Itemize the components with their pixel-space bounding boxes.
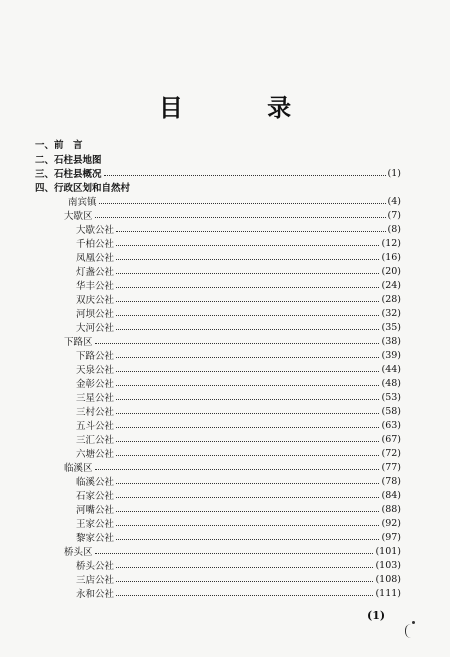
toc-entry	[76, 236, 401, 250]
toc-entry-label: 四、行政区划和自然村	[35, 183, 131, 194]
toc-entry-county-map	[35, 152, 155, 166]
toc-entry-label: 三村公社	[76, 407, 115, 418]
toc-entry-page: (32)	[381, 307, 401, 319]
toc-entry-page: (84)	[381, 489, 401, 501]
toc-entry	[76, 222, 401, 236]
toc-entry-label: 三店公社	[76, 575, 115, 586]
toc-entry-page: (7)	[387, 209, 401, 221]
dot-leader	[116, 231, 386, 232]
scan-mark	[405, 624, 418, 638]
toc-entry	[76, 558, 401, 572]
page-number: (1)	[367, 609, 386, 622]
dot-leader	[116, 245, 379, 246]
toc-entry-label: 双庆公社	[76, 295, 115, 306]
toc-entry-label: 千柏公社	[76, 239, 115, 250]
toc-entry	[76, 278, 401, 292]
toc-entry	[68, 194, 401, 208]
toc-entry-label: 大歇公社	[76, 225, 115, 236]
toc-entry	[76, 586, 401, 600]
dot-leader	[116, 315, 379, 316]
toc-entry-label: 三汇公社	[76, 435, 115, 446]
toc-entry	[76, 390, 401, 404]
toc-entry-page: (4)	[387, 195, 401, 207]
toc-entry-label: 六塘公社	[76, 449, 115, 460]
toc-entry-label: 二、石柱县地图	[35, 155, 102, 166]
toc-entry-label: 灯盏公社	[76, 267, 115, 278]
toc-entry-page: (38)	[381, 335, 401, 347]
toc-entry-label: 黎家公社	[76, 533, 115, 544]
toc-entry-page: (63)	[381, 419, 401, 431]
toc-entry-page: (58)	[381, 405, 401, 417]
toc-entry	[76, 530, 401, 544]
toc-entry-page: (1)	[387, 167, 401, 179]
toc-entry-page: (78)	[381, 475, 401, 487]
toc-entry	[76, 488, 401, 502]
toc-entry-page: (8)	[387, 223, 401, 235]
dot-leader	[95, 469, 380, 470]
toc-entry-page: (72)	[381, 447, 401, 459]
toc-entry	[76, 320, 401, 334]
toc-entry-label: 永和公社	[76, 589, 115, 600]
toc-entry-page: (20)	[381, 265, 401, 277]
dot-leader	[116, 497, 379, 498]
dot-leader	[116, 427, 379, 428]
toc-entry	[64, 544, 401, 558]
toc-entry-label: 华丰公社	[76, 281, 115, 292]
toc-entry-label: 临溪公社	[76, 477, 115, 488]
dot-leader	[116, 273, 379, 274]
toc-entry	[76, 264, 401, 278]
toc-entry	[76, 446, 401, 460]
toc-entry	[64, 460, 401, 474]
toc-entry-label: 石家公社	[76, 491, 115, 502]
toc-entry-page: (103)	[375, 559, 401, 571]
dot-leader	[116, 441, 379, 442]
dot-leader	[95, 343, 380, 344]
toc-entry	[76, 362, 401, 376]
page-title: 目 录	[158, 94, 330, 122]
toc-entry	[76, 376, 401, 390]
toc-entry-page: (28)	[381, 293, 401, 305]
toc-entry-page: (44)	[381, 363, 401, 375]
toc-entry	[76, 474, 401, 488]
dot-leader	[116, 371, 379, 372]
dot-leader	[116, 581, 373, 582]
dot-leader	[116, 483, 379, 484]
toc-entry-page: (24)	[381, 279, 401, 291]
toc-entry-page: (97)	[381, 531, 401, 543]
toc-entry-divisions	[35, 180, 235, 194]
toc-entry-label: 河坝公社	[76, 309, 115, 320]
dot-leader	[116, 399, 379, 400]
toc-entry-page: (101)	[375, 545, 401, 557]
dot-leader	[116, 567, 373, 568]
toc-entry	[76, 516, 401, 530]
toc-entry-preface	[35, 137, 95, 151]
toc-entry-label: 凤凰公社	[76, 253, 115, 264]
toc-entry-label: 下路区	[64, 337, 93, 348]
toc-entry-label: 金彰公社	[76, 379, 115, 390]
toc-entry-page: (35)	[381, 321, 401, 333]
dot-leader	[116, 525, 379, 526]
toc-entry-page: (92)	[381, 517, 401, 529]
toc-entry-page: (88)	[381, 503, 401, 515]
toc-entry-label: 桥头公社	[76, 561, 115, 572]
toc-entry-page: (16)	[381, 251, 401, 263]
dot-leader	[116, 357, 379, 358]
toc-entry-label: 桥头区	[64, 547, 93, 558]
toc-entry-label: 临溪区	[64, 463, 93, 474]
toc-entry-label: 河嘴公社	[76, 505, 115, 516]
dot-leader	[116, 455, 379, 456]
toc-entry-label: 南宾镇	[68, 197, 97, 208]
dot-leader	[116, 385, 379, 386]
toc-entry	[76, 432, 401, 446]
dot-leader	[116, 413, 379, 414]
toc-entry-page: (12)	[381, 237, 401, 249]
toc-entry-page: (48)	[381, 377, 401, 389]
toc-entry-label: 大河公社	[76, 323, 115, 334]
dot-leader	[116, 595, 373, 596]
dot-leader	[116, 511, 379, 512]
toc-entry-page: (67)	[381, 433, 401, 445]
dot-leader	[116, 301, 379, 302]
toc-entry	[64, 334, 401, 348]
toc-entry	[76, 306, 401, 320]
dot-leader	[95, 217, 386, 218]
toc-entry-label: 大歇区	[64, 211, 93, 222]
toc-entry-label: 下路公社	[76, 351, 115, 362]
dot-leader	[104, 175, 386, 176]
toc-entry-label: 王家公社	[76, 519, 115, 530]
toc-entry	[76, 502, 401, 516]
toc-entry-label: 三、石柱县概况	[35, 169, 102, 180]
toc-entry-label: 天泉公社	[76, 365, 115, 376]
toc-entry-county-overview	[35, 166, 401, 180]
dot-leader	[116, 329, 379, 330]
toc-entry-page: (108)	[375, 573, 401, 585]
dot-leader	[116, 539, 379, 540]
dot-leader	[116, 287, 379, 288]
toc-entry-page: (111)	[375, 587, 401, 599]
toc-entry	[64, 208, 401, 222]
scan-mark-dot	[412, 621, 415, 624]
toc-entry	[76, 404, 401, 418]
toc-entry-page: (77)	[381, 461, 401, 473]
toc-entry	[76, 250, 401, 264]
toc-entry-label: 五斗公社	[76, 421, 115, 432]
toc-entry-page: (53)	[381, 391, 401, 403]
toc-entry	[76, 348, 401, 362]
toc-entry	[76, 418, 401, 432]
dot-leader	[116, 259, 379, 260]
toc-entry-label: 三星公社	[76, 393, 115, 404]
toc-entry-label: 一、前 言	[35, 140, 83, 151]
dot-leader	[95, 553, 374, 554]
toc-entry-page: (39)	[381, 349, 401, 361]
dot-leader	[99, 203, 386, 204]
toc-entry	[76, 292, 401, 306]
toc-entry	[76, 572, 401, 586]
